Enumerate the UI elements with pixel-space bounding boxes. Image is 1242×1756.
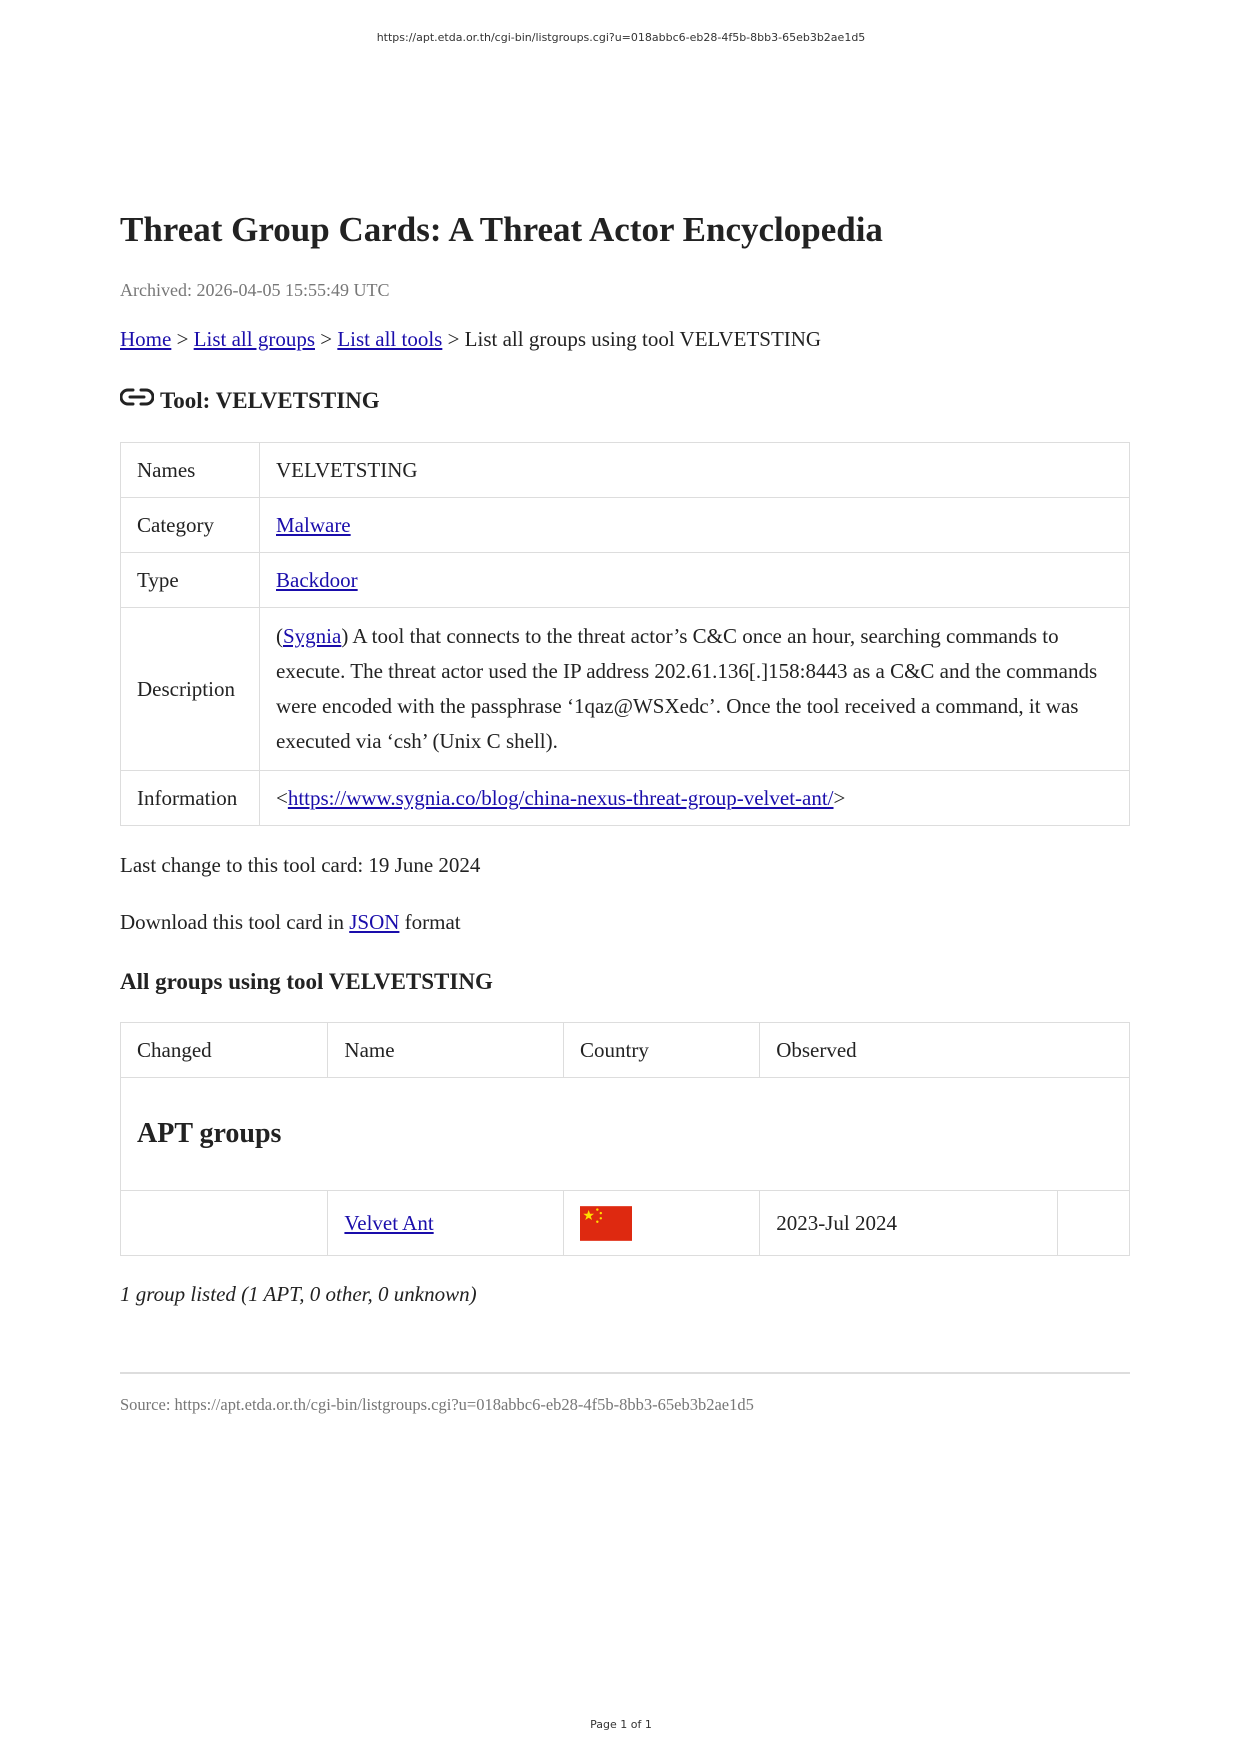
names-label: Names [121,443,260,498]
archived-timestamp: Archived: 2026-04-05 15:55:49 UTC [120,280,390,301]
source-url: Source: https://apt.etda.or.th/cgi-bin/listgroups.cgi?u=018abbc6-eb28-4f5b-8bb3-65eb3b2ae1d5 [120,1395,754,1415]
tool-description-row [121,608,1130,771]
groups-summary: 1 group listed (1 APT, 0 other, 0 unknown) [120,1282,477,1307]
tool-heading [120,386,1130,414]
description-source-link[interactable]: Sygnia [283,624,342,649]
page-number: Page 1 of 1 [590,1718,652,1731]
apt-section-row [121,1078,1130,1191]
tool-names-row [121,443,1130,498]
changed-cell [121,1191,328,1256]
information-url-link[interactable]: https://www.sygnia.co/blog/china-nexus-threat-group-velvet-ant/ [287,785,834,810]
tool-card-table [120,442,1130,826]
breadcrumb-list-tools-link[interactable]: List all tools [337,327,443,352]
type-backdoor-link[interactable]: Backdoor [276,567,358,592]
breadcrumb [120,327,1130,352]
tool-type-row [121,553,1130,608]
groups-header-row [121,1023,1130,1078]
column-header-changed[interactable]: Changed [121,1023,328,1078]
tool-category-row [121,498,1130,553]
description-text: ) A tool that connects to the threat actor’s C&C once an hour, searching commands to execute. The threat actor used the IP address 202.61.136[.]158:8443 as a C&C and the commands were encoded with the passphrase ‘1qaz@WSXedc’. Once the tool received a command, it was executed via ‘csh’ (Unix C shell). [276,624,1098,754]
apt-section-heading: APT groups [121,1078,1130,1191]
breadcrumb-current: > List all groups using tool VELVETSTING [442,327,822,352]
groups-table [120,1022,1130,1256]
type-label: Type [121,553,260,608]
page-title: Threat Group Cards: A Threat Actor Encyclopedia [120,210,883,249]
china-flag-icon [580,1206,632,1241]
extra-cell [1057,1191,1129,1256]
observed-cell: 2023-Jul 2024 [760,1191,1058,1256]
link-icon [120,386,154,414]
category-label: Category [121,498,260,553]
information-label: Information [121,771,260,826]
breadcrumb-separator: > [171,327,194,352]
tool-heading-text: Tool: VELVETSTING [160,388,380,414]
group-velvet-ant-link[interactable]: Velvet Ant [344,1210,434,1235]
download-text: Download this tool card in JSON format [120,910,461,935]
breadcrumb-home-link[interactable]: Home [120,327,172,352]
column-header-name[interactable]: Name [328,1023,564,1078]
print-header-url: https://apt.etda.or.th/cgi-bin/listgroups.cgi?u=018abbc6-eb28-4f5b-8bb3-65eb3b2ae1d5 [376,31,866,44]
column-header-observed[interactable]: Observed [760,1023,1130,1078]
column-header-country[interactable]: Country [564,1023,760,1078]
json-download-link[interactable]: JSON [349,910,400,935]
groups-heading: All groups using tool VELVETSTING [120,969,493,995]
last-change-text: Last change to this tool card: 19 June 2024 [120,853,481,878]
description-value: (Sygnia) A tool that connects to the threat actor’s C&C once an hour, searching commands to execute. The threat actor used the IP address 202.61.136[.]158:8443 as a C&C and the commands were encoded with the passphrase ‘1qaz@WSXedc’. Once the tool received a command, it was executed via ‘csh’ (Unix C shell). [260,608,1130,771]
category-malware-link[interactable]: Malware [276,512,351,537]
names-value: VELVETSTING [260,443,1130,498]
divider [120,1372,1130,1374]
tool-information-row: Information <https://www.sygnia.co/blog/china-nexus-threat-group-velvet-ant/> [121,771,1130,826]
table-row [121,1191,1130,1256]
breadcrumb-separator: > [315,327,338,352]
description-label: Description [121,608,260,771]
breadcrumb-list-groups-link[interactable]: List all groups [193,327,315,352]
main-content [120,210,1130,1415]
